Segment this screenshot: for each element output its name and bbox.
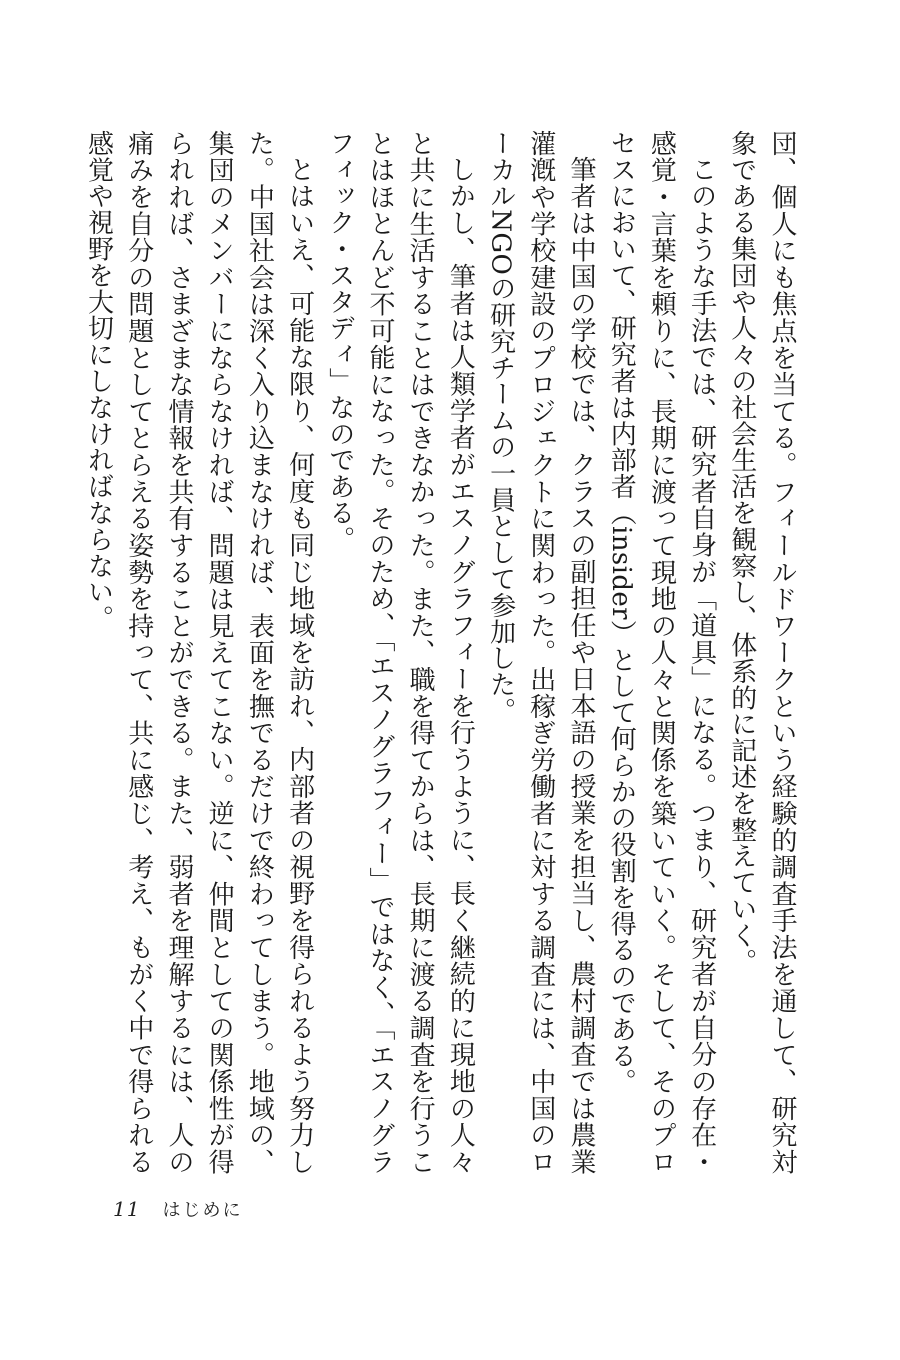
running-head: はじめに xyxy=(162,1200,243,1221)
paragraph-2: このような手法では、研究者自身が「道具」になる。つまり、研究者が自分の存在・感覚・言葉を頼りに、長期に渡って現地の人々と関係を築いていく。そして、そのプロセスにおいて、研究者は内部者（insider）として何らかの役割を得るのである。 xyxy=(606,130,717,1175)
body-text xyxy=(83,130,802,1175)
paragraph-5: とはいえ、可能な限り、何度も同じ地域を訪れ、内部者の視野を得られるよう努力した。中国社会は深く入り込まなければ、表面を撫でるだけで終わってしまう。地域の、集団のメンバーにならなければ、問題は見えてこない。逆に、仲間としての関係性が得られれば、さまざまな情報を共有することができる。また、弱者を理解するには、人の痛みを自分の問題としてとらえる姿勢を持って、共に感じ、考え、もがく中で得られる感覚や視野を大切にしなければならない。 xyxy=(83,130,315,1175)
paragraph-3: 筆者は中国の学校では、クラスの副担任や日本語の授業を担当し、農村調査では農業灌漑や学校建設のプロジェクトに関わった。出稼ぎ労働者に対する調査には、中国のローカルNGOの研究チームの一員として参加した。 xyxy=(485,130,596,1175)
page-number: 11 xyxy=(113,1197,141,1221)
paragraph-4: しかし、筆者は人類学者がエスノグラフィーを行うように、長く継続的に現地の人々と共に生活することはできなかった。また、職を得てからは、長期に渡る調査を行うことはほとんど不可能になった。そのため、「エスノグラフィー」ではなく、「エスノグラフィック・スタディ」なのである。 xyxy=(324,130,476,1175)
paragraph-1: 団、個人にも焦点を当てる。フィールドワークという経験的調査手法を通して、研究対象である集団や人々の社会生活を観察し、体系的に記述を整えていく。 xyxy=(726,130,797,1175)
page-footer xyxy=(113,1196,242,1226)
